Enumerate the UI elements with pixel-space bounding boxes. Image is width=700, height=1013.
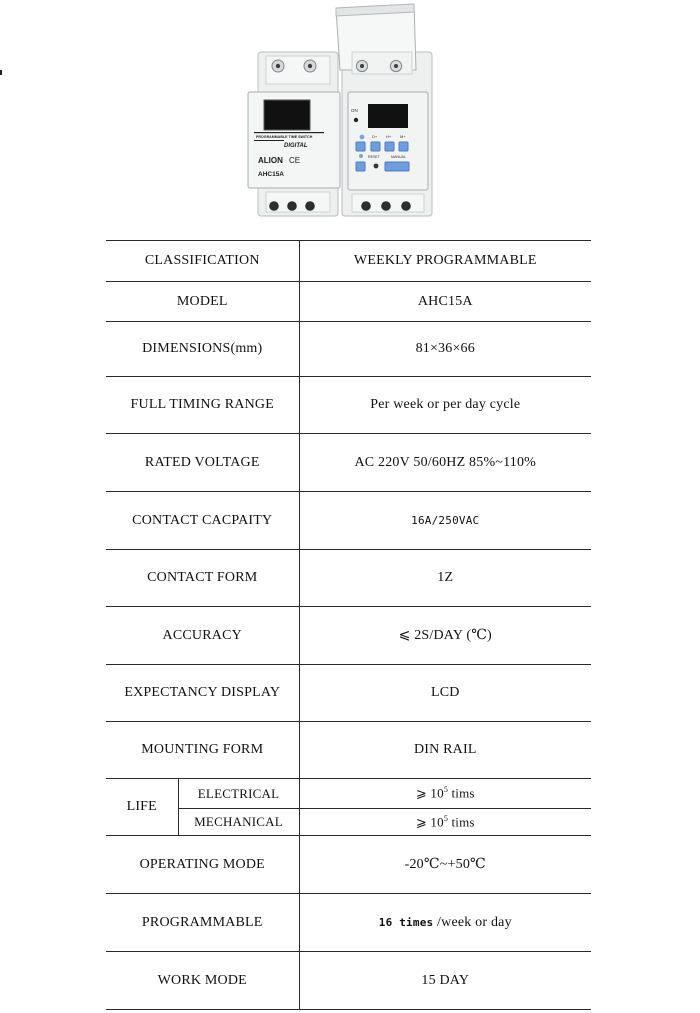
manual-label: MANUAL bbox=[391, 155, 406, 159]
spec-label: EXPECTANCY DISPLAY bbox=[106, 665, 299, 722]
right-timer-unit bbox=[336, 4, 432, 216]
spec-row bbox=[106, 377, 591, 434]
spec-label: OPERATING MODE bbox=[106, 836, 299, 894]
mechanical-value-prefix: ⩾ 10 bbox=[415, 814, 444, 830]
product-image bbox=[244, 0, 439, 222]
spec-row bbox=[106, 322, 591, 377]
spec-value: WEEKLY PROGRAMMABLE bbox=[299, 241, 591, 282]
btn-label-d: D+ bbox=[372, 134, 378, 139]
life-label: LIFE bbox=[106, 779, 178, 836]
spec-value: 16A/250VAC bbox=[299, 492, 591, 550]
edge-mark bbox=[0, 70, 2, 75]
spec-label: MODEL bbox=[106, 282, 299, 322]
spec-value bbox=[299, 894, 591, 952]
electrical-label: ELECTRICAL bbox=[178, 779, 299, 809]
on-label: ON bbox=[351, 108, 358, 113]
mechanical-value-suffix: tims bbox=[448, 814, 475, 830]
spec-row bbox=[106, 665, 591, 722]
programmable-count: 16 times bbox=[378, 915, 434, 929]
spec-label: ACCURACY bbox=[106, 607, 299, 665]
spec-label: CLASSIFICATION bbox=[106, 241, 299, 282]
left-label-title: PROGRAMMABLE TIME SWITCH bbox=[256, 135, 313, 139]
spec-label: RATED VOLTAGE bbox=[106, 434, 299, 492]
spec-row bbox=[106, 952, 591, 1010]
spec-value: 81×36×66 bbox=[299, 322, 591, 377]
btn-label-m: M+ bbox=[400, 134, 406, 139]
spec-value: AC 220V 50/60HZ 85%~110% bbox=[299, 434, 591, 492]
btn-label-h: H+ bbox=[386, 134, 392, 139]
spec-label: CONTACT CACPAITY bbox=[106, 492, 299, 550]
spec-row bbox=[106, 282, 591, 322]
spec-value: 1Z bbox=[299, 550, 591, 607]
spec-row bbox=[106, 241, 591, 282]
electrical-value-prefix: ⩾ 10 bbox=[415, 785, 444, 801]
spec-table bbox=[106, 240, 591, 1010]
electrical-value-exp: 5 bbox=[443, 785, 449, 795]
spec-row-life-mechanical bbox=[106, 809, 591, 836]
programmable-tail: /week or day bbox=[433, 914, 512, 930]
spec-value: LCD bbox=[299, 665, 591, 722]
mechanical-value-exp: 5 bbox=[443, 813, 449, 823]
spec-label: CONTACT FORM bbox=[106, 550, 299, 607]
spec-row bbox=[106, 894, 591, 952]
spec-value: AHC15A bbox=[299, 282, 591, 322]
spec-row-life-electrical bbox=[106, 779, 591, 809]
electrical-value bbox=[299, 779, 591, 809]
spec-row bbox=[106, 492, 591, 550]
reset-label: RESET bbox=[368, 155, 380, 159]
mechanical-label: MECHANICAL bbox=[178, 809, 299, 836]
spec-value: ⩽ 2S/DAY (℃) bbox=[299, 607, 591, 665]
spec-value: 15 DAY bbox=[299, 952, 591, 1010]
electrical-value-suffix: tims bbox=[448, 785, 475, 801]
ce-mark: CE bbox=[289, 156, 301, 165]
spec-label: FULL TIMING RANGE bbox=[106, 377, 299, 434]
spec-row bbox=[106, 607, 591, 665]
spec-row bbox=[106, 434, 591, 492]
spec-value: DIN RAIL bbox=[299, 722, 591, 779]
left-label-model: AHC15A bbox=[258, 171, 285, 178]
mechanical-value bbox=[299, 809, 591, 836]
spec-value: Per week or per day cycle bbox=[299, 377, 591, 434]
spec-row bbox=[106, 722, 591, 779]
spec-label: PROGRAMMABLE bbox=[106, 894, 299, 952]
spec-row bbox=[106, 550, 591, 607]
left-label-subtitle: DIGITAL bbox=[284, 143, 308, 149]
left-timer-unit bbox=[248, 52, 340, 216]
spec-label: WORK MODE bbox=[106, 952, 299, 1010]
spec-label: DIMENSIONS(mm) bbox=[106, 322, 299, 377]
spec-value: -20℃~+50℃ bbox=[299, 836, 591, 894]
spec-row bbox=[106, 836, 591, 894]
spec-label: MOUNTING FORM bbox=[106, 722, 299, 779]
left-label-brand: ALION bbox=[258, 156, 283, 165]
